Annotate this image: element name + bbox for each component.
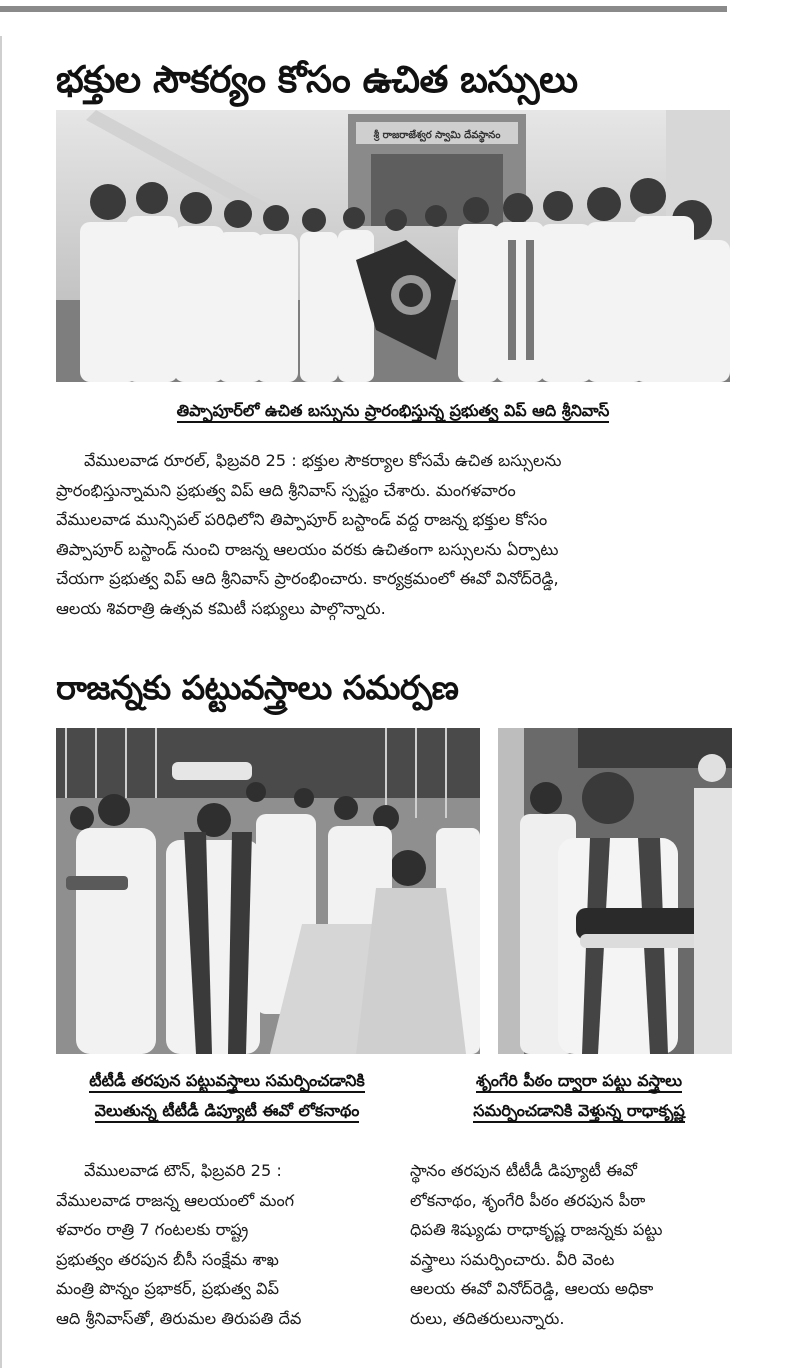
article1-body (56, 446, 732, 624)
top-rule (0, 6, 727, 12)
body-line: వేములవాడ టౌన్, ఫిబ్రవరి 25 : (84, 1161, 282, 1180)
body-line: ప్రారంభిస్తున్నామని ప్రభుత్వ విప్ ఆది శ్రీనివాస్ స్పష్టం చేశారు. మంగళవారం (56, 480, 516, 500)
body-line: రులు, తదితరులున్నారు. (410, 1308, 565, 1328)
body-line: లోకనాథం, శృంగేరి పీఠం తరపున పీఠా (410, 1190, 646, 1210)
body-line: మంత్రి పొన్నం ప్రభాకర్, ప్రభుత్వ విప్ (56, 1279, 280, 1299)
body-line: వేములవాడ రాజన్న ఆలయంలో మంగ (56, 1190, 295, 1210)
photo-sringeri-offering (498, 728, 732, 1054)
body-line: ధిపతి శిష్యుడు రాధాకృష్ణ రాజన్నకు పట్టు (410, 1220, 663, 1240)
body-line: ఆలయ శివరాత్రి ఉత్సవ కమిటీ సభ్యులు పాల్గొన్నారు. (56, 598, 386, 618)
caption-text: తిప్పాపూర్‌లో ఉచిత బస్సును ప్రారంభిస్తున్న ప్రభుత్వ విప్ ఆది శ్రీనివాస్ (177, 401, 610, 423)
body-line: ఆలయ ఈవో వినోద్‌రెడ్డి, ఆలయ అధికా (410, 1279, 654, 1299)
article2-body-right (410, 1156, 732, 1334)
body-line: ళవారం రాత్రి 7 గంటలకు రాష్ట్ర (56, 1220, 249, 1240)
body-line: తిప్పాపూర్ బస్టాండ్ నుంచి రాజన్న ఆలయం వరకు ఉచితంగా బస్సులను ఏర్పాటు (56, 539, 559, 559)
photo-bus-inauguration (56, 110, 730, 382)
body-line: ప్రభుత్వం తరపున బీసీ సంక్షేమ శాఖ (56, 1249, 279, 1269)
caption-bus-photo (56, 396, 730, 426)
body-line: స్థానం తరపున టీటీడీ డిప్యూటీ ఈవో (410, 1161, 637, 1180)
body-line: వస్త్రాలు సమర్పించారు. వీరి వెంట (410, 1249, 615, 1269)
body-line: వేములవాడ మున్సిపల్ పరిధిలోని తిప్పాపూర్ బస్టాండ్ వద్ద రాజన్న భక్తుల కోసం (56, 510, 548, 530)
headline-silk-offering: రాజన్నకు పట్టువస్త్రాలు సమర్పణ (56, 668, 459, 707)
caption-line: వెలుతున్న టీటీడీ డిప్యూటీ ఈవో లోకనాథం (95, 1101, 360, 1123)
photo-ttd-procession (56, 728, 480, 1054)
article2-body-left (56, 1156, 392, 1334)
caption-line: సమర్పించడానికి వెళ్తున్న రాధాకృష్ణ (473, 1101, 684, 1123)
body-line: చేయగా ప్రభుత్వ విప్ ఆది శ్రీనివాస్ ప్రారంభించారు. కార్యక్రమంలో ఈవో వినోద్‌రెడ్డి, (56, 569, 559, 589)
headline-free-buses: భక్తుల సౌకర్యం కోసం ఉచిత బస్సులు (56, 58, 578, 101)
caption-ttd-photo (56, 1066, 398, 1126)
column-rule (0, 36, 2, 1368)
caption-line: టీటీడీ తరపున పట్టువస్త్రాలు సమర్పించడానికి (89, 1071, 365, 1093)
caption-line: శృంగేరి పీఠం ద్వారా పట్టు వస్త్రాలు (476, 1071, 682, 1093)
body-line: ఆది శ్రీనివాస్‌తో, తిరుమల తిరుపతి దేవ (56, 1308, 302, 1328)
caption-sringeri-photo (426, 1066, 732, 1126)
temple-signboard-text: శ్రీ రాజరాజేశ్వర స్వామి దేవస్థానం (373, 130, 501, 141)
body-line: వేములవాడ రూరల్, ఫిబ్రవరి 25 : భక్తుల సౌకర్యాల కోసమే ఉచిత బస్సులను (84, 451, 562, 470)
